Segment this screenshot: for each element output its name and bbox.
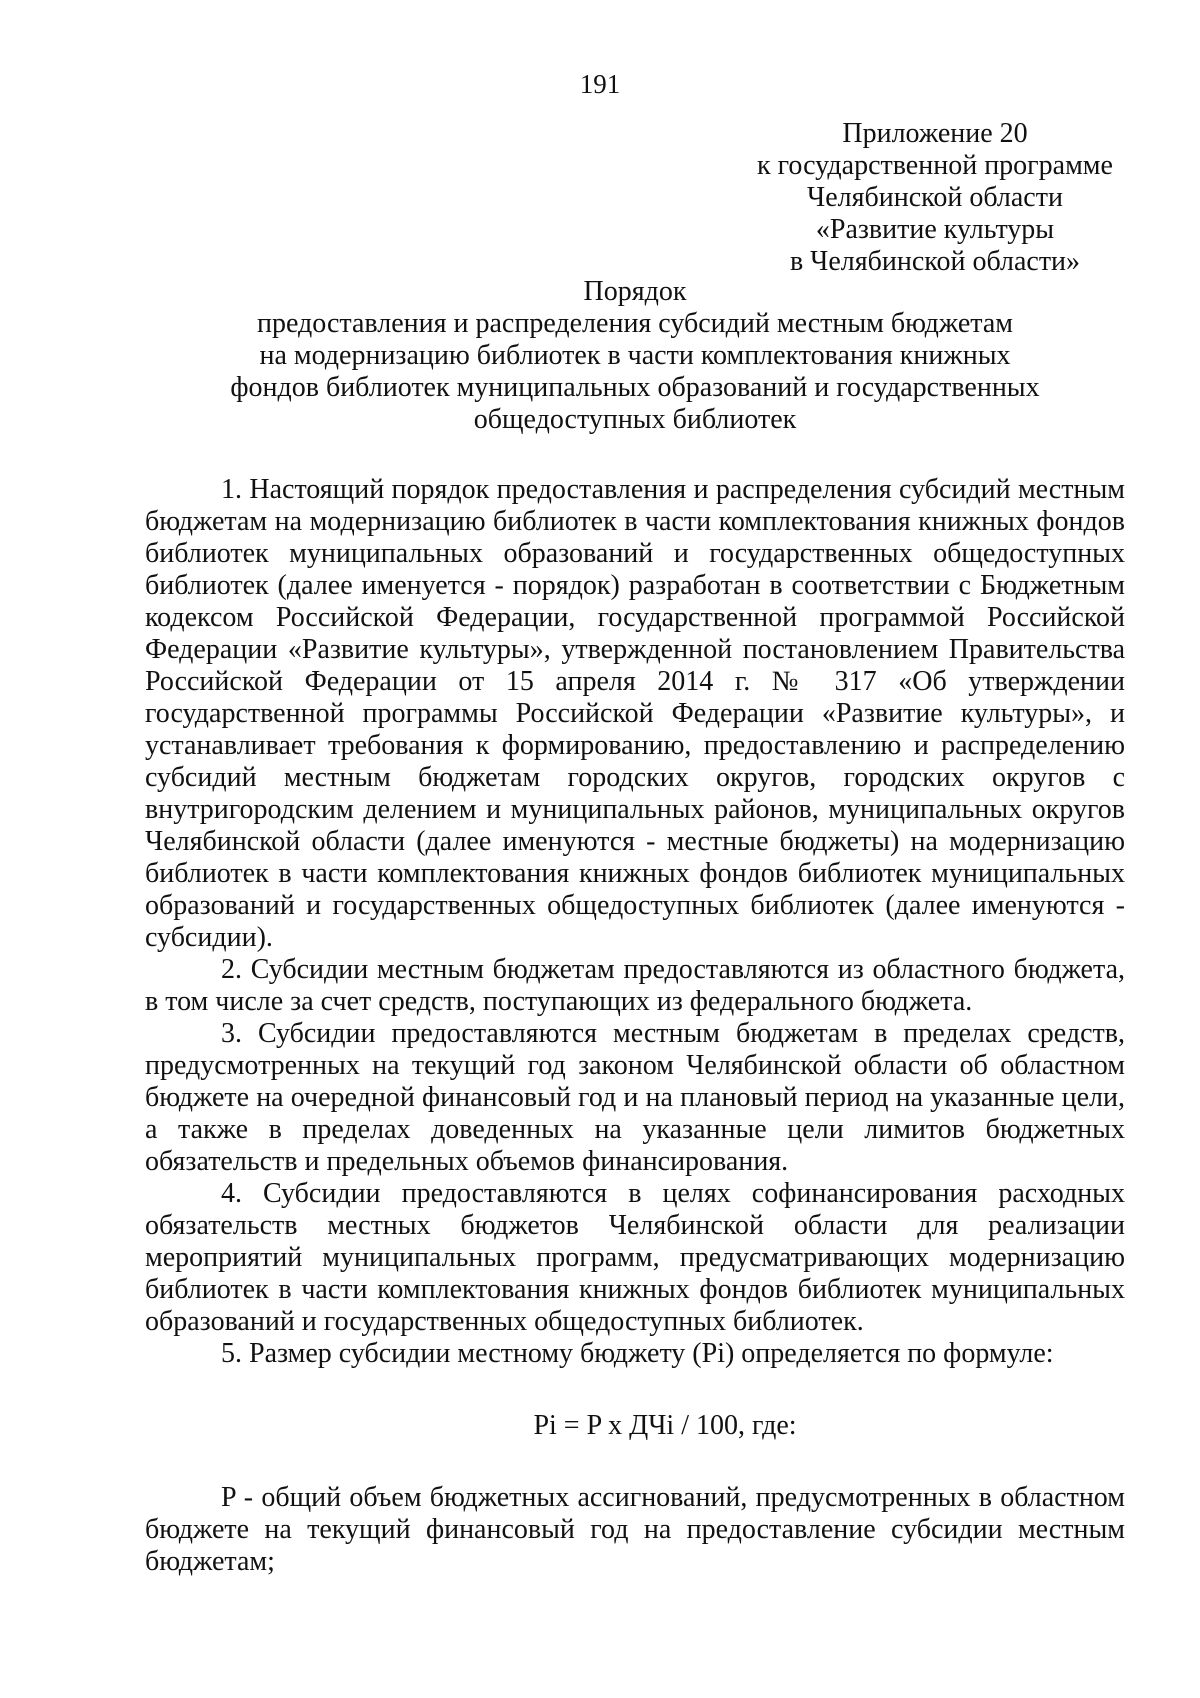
appendix-reference — [730, 118, 1140, 278]
document-body — [145, 474, 1125, 1578]
title-heading: Порядок — [583, 276, 687, 307]
appendix-line: Челябинской области — [807, 182, 1063, 213]
paragraph-6: P - общий объем бюджетных ассигнований, предусмотренных в областном бюджете на текущий финансовый год на предоставление субсидии местным бюджетам; — [145, 1482, 1125, 1577]
title-subtitle-line: фондов библиотек муниципальных образований и государственных — [230, 372, 1040, 403]
paragraph-3: 3. Субсидии предоставляются местным бюджетам в пределах средств, предусмотренных на текущий год законом Челябинской области об областном бюджете на очередной финансовый год и на плановый период на указанные цели, а также в пределах доведенных на указанные цели лимитов бюджетных обязательств и предельных объемов финансирования. — [145, 1018, 1125, 1177]
paragraph-2: 2. Субсидии местным бюджетам предоставляются из областного бюджета, в том числе за счет средств, поступающих из федерального бюджета. — [145, 954, 1125, 1017]
appendix-line: «Развитие культуры — [815, 214, 1055, 245]
appendix-line: Приложение 20 — [842, 118, 1028, 149]
title-subtitle-line: общедоступных библиотек — [473, 404, 797, 435]
formula: Pi = P x ДЧi / 100, где: — [533, 1410, 797, 1441]
page-number: 191 — [579, 69, 621, 99]
title-subtitle-line: предоставления и распределения субсидий местным бюджетам — [256, 308, 1014, 339]
appendix-line: в Челябинской области» — [789, 246, 1081, 277]
paragraph-1: 1. Настоящий порядок предоставления и распределения субсидий местным бюджетам на модернизацию библиотек в части комплектования книжных фондов библиотек муниципальных образований и государственных общедоступных библиотек (далее именуется - порядок) разработан в соответствии с Бюджетным кодексом Российской Федерации, государственной программой Российской Федерации «Развитие культуры», утвержденной постановлением Правительства Российской Федерации от 15 апреля 2014 г. № 317 «Об утверждении государственной программы Российской Федерации «Развитие культуры», и устанавливает требования к формированию, предоставлению и распределению субсидий местным бюджетам городских округов, городских округов с внутригородским делением и муниципальных районов, муниципальных округов Челябинской области (далее именуются - местные бюджеты) на модернизацию библиотек в части комплектования книжных фондов библиотек муниципальных образований и государственных общедоступных библиотек (далее именуются - субсидии). — [145, 474, 1125, 953]
title-subtitle-line: на модернизацию библиотек в части комплектования книжных — [259, 340, 1011, 371]
appendix-line: к государственной программе — [757, 150, 1113, 181]
paragraph-5: 5. Размер субсидии местному бюджету (Pi) определяется по формуле: — [221, 1338, 1054, 1369]
paragraph-4: 4. Субсидии предоставляются в целях софинансирования расходных обязательств местных бюджетов Челябинской области для реализации мероприятий муниципальных программ, предусматривающих модернизацию библиотек в части комплектования книжных фондов библиотек муниципальных образований и государственных общедоступных библиотек. — [145, 1178, 1125, 1337]
document-title — [145, 276, 1125, 436]
